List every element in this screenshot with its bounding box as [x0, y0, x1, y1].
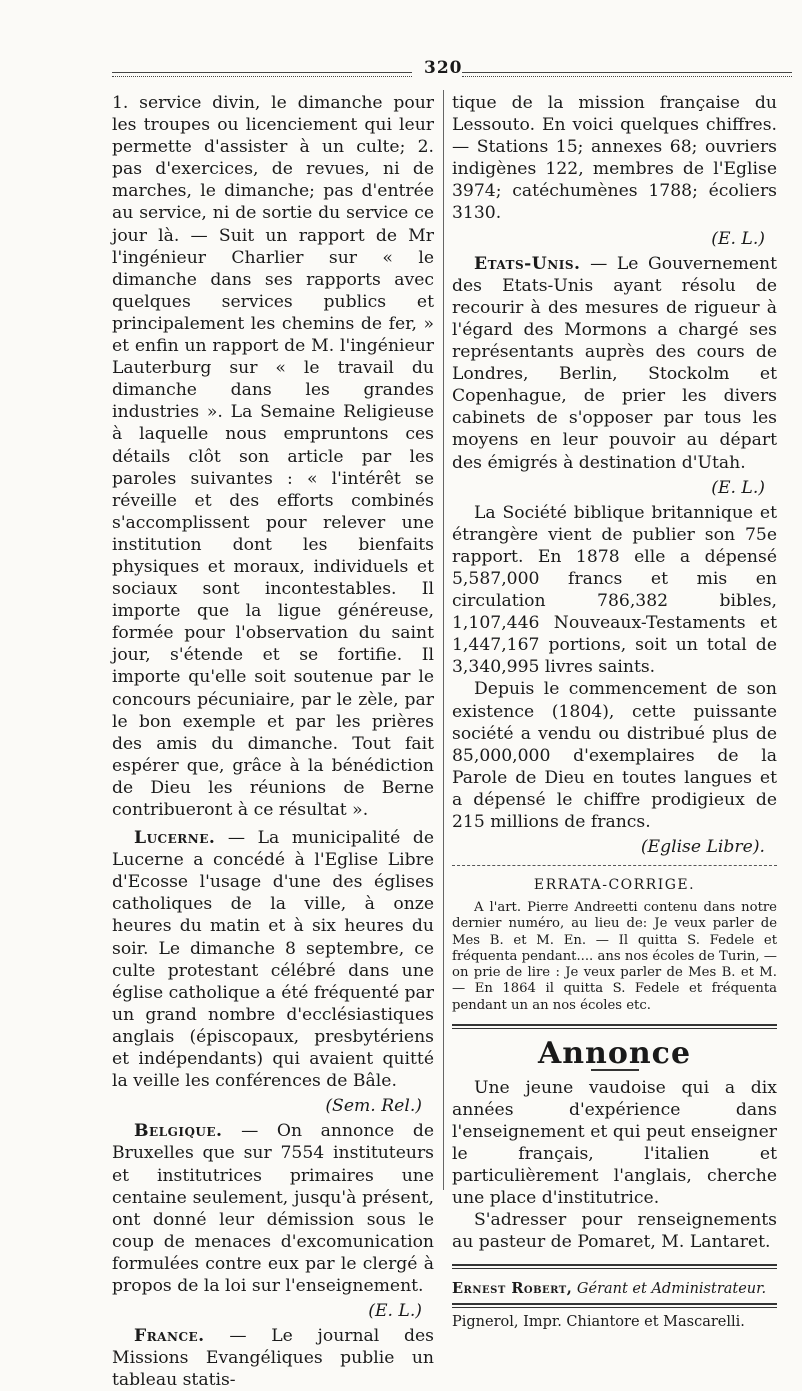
etats-unis-source: (E. L.) [711, 477, 765, 498]
right-column [452, 92, 777, 1332]
etats-unis-text: — Le Gouvernement des Etats-Unis ayant résolu de recourir à des mesures de rigueur à l'égard des Mormons a chargé ses représentants auprès des cours de Londres, Berlin, Stockolm et Copenhague, de prier les divers cabinets de s'opposer par tous les moyens en leur pouvoir au départ des émigrés à destination d'Utah. [452, 253, 777, 473]
left-column [112, 92, 434, 1391]
annonce-contact: S'adresser pour renseignements au pasteur de Pomaret, M. Lantaret. [452, 1210, 777, 1253]
footer-rule [452, 1264, 777, 1269]
belgique-paragraph [112, 1120, 434, 1297]
annonce-title: Annonce [537, 1035, 692, 1071]
lessouto-source: (E. L.) [711, 228, 765, 249]
gerant-line [452, 1279, 777, 1299]
lucerne-text: — La municipalité de Lucerne a concédé à l'Eglise Libre d'Ecosse l'usage d'une des églises catholiques de la ville, à onze heures du matin et à six heures du soir. Le dimanche 8 septembre, ce culte protestant célébré dans une église catholique a été fréquenté par un grand nombre d'ecclésiastiques anglais (épiscopaux, presbytériens et indépendants) qui avaient quitté la veille les conférences de Bâle. [112, 828, 435, 1092]
lucerne-source: (Sem. Rel.) [325, 1096, 422, 1117]
lessouto-paragraph: tique de la mission française du Lessouto. En voici quelques chiffres. — Stations 15; annexes 68; ouvriers indigènes 122, membres de l'Eglise 3974; catéchumènes 1788; écoliers 3130. [452, 93, 777, 224]
france-paragraph [112, 1325, 434, 1391]
lucerne-paragraph [112, 827, 434, 1092]
france-text: — Le journal des Missions Evangéliques publie un tableau statis- [112, 1326, 434, 1391]
annonce-rule-top [452, 1024, 777, 1029]
imprint-line: Pignerol, Impr. Chiantore et Mascarelli. [452, 1313, 745, 1330]
lucerne-heading: Lucerne. [134, 828, 216, 849]
bible-society-paragraph-2: Depuis le commencement de son existence (1804), cette puissante société a vendu ou distribué plus de 85,000,000 d'exemplaires de la Parole de Dieu en toutes langues et a dépensé le chiffre prodigieux de 215 millions de francs. [452, 679, 777, 832]
page-number: 320 [424, 58, 463, 78]
errata-text: A l'art. Pierre Andreetti contenu dans notre dernier numéro, au lieu de: Je veux parler de Mes B. et M. En. — Il quitta S. Fedele et fréquenta pendant.... ans nos écoles de Turin, — on prie de lire : Je veux parler de Mes B. et M. — En 1864 il quitta S. Fedele et fréquenta pendant un an nos écoles etc. [452, 900, 777, 1013]
header-rule-left [112, 72, 412, 77]
errata-rule [452, 865, 777, 866]
bible-society-source: (Eglise Libre). [640, 837, 765, 858]
gerant-name: Ernest Robert, [452, 1279, 573, 1297]
header-rule-right [462, 72, 792, 77]
column-divider [443, 90, 444, 1190]
etats-unis-heading: Etats-Unis. [474, 253, 581, 274]
belgique-text: — On annonce de Bruxelles que sur 7554 instituteurs et institutrices primaires une centaine seulement, jusqu'à présent, ont donné leur démission sous le coup de menaces d'excomunication formulées contre eux par le clergé à propos de la loi sur l'enseignement. [112, 1121, 434, 1296]
france-heading: France. [134, 1326, 205, 1347]
sunday-article-paragraph: 1. service divin, le dimanche pour les troupes ou licenciement qui leur permette d'assister à un culte; 2. pas d'exercices, de revues, ni de marches, le dimanche; pas d'entrée au service, ni de sortie du service ce jour là. — Suit un rapport de Mr l'ingénieur Charlier sur « le dimanche dans ses rapports avec quelques services publics et principalement les chemins de fer, » et enfin un rapport de M. l'ingénieur Lauterburg sur « le travail du dimanche dans les grandes industries ». La Semaine Religieuse à laquelle nous empruntons ces détails clôt son article par les paroles suivantes : « l'intérêt se réveille et des efforts combinés s'accomplissent pour relever une institution dont les bienfaits physiques et moraux, individuels et sociaux sont incontestables. Il importe que la ligue généreuse, formée pour l'observation du saint jour, s'étende et se fortifie. Il importe qu'elle soit soutenue par le concours pécuniaire, par le zèle, par le bon exemple et par les prières des amis du dimanche. Tout fait espérer que, grâce à la bénédiction de Dieu les réunions de Berne contribueront à ce résultat ». [112, 93, 434, 820]
gerant-title: Gérant et Administrateur. [576, 1280, 767, 1297]
page-header [112, 58, 792, 88]
errata-title: ERRATA-CORRIGE. [533, 877, 696, 894]
imprint-rule [452, 1303, 777, 1308]
bible-society-paragraph: La Société biblique britannique et étrangère vient de publier son 75e rapport. En 1878 elle a dépensé 5,587,000 francs et mis en circulation 786,382 bibles, 1,107,446 Nouveaux-Testaments et 1,447,167 portions, soit un total de 3,340,995 livres saints. [452, 502, 777, 678]
etats-unis-paragraph [452, 253, 777, 474]
belgique-source: (E. L.) [368, 1301, 422, 1322]
belgique-heading: Belgique. [134, 1121, 223, 1142]
annonce-text: Une jeune vaudoise qui a dix années d'expérience dans l'enseignement et qui peut enseigner le français, l'italien et particulièrement l'anglais, cherche une place d'institutrice. [452, 1077, 777, 1209]
